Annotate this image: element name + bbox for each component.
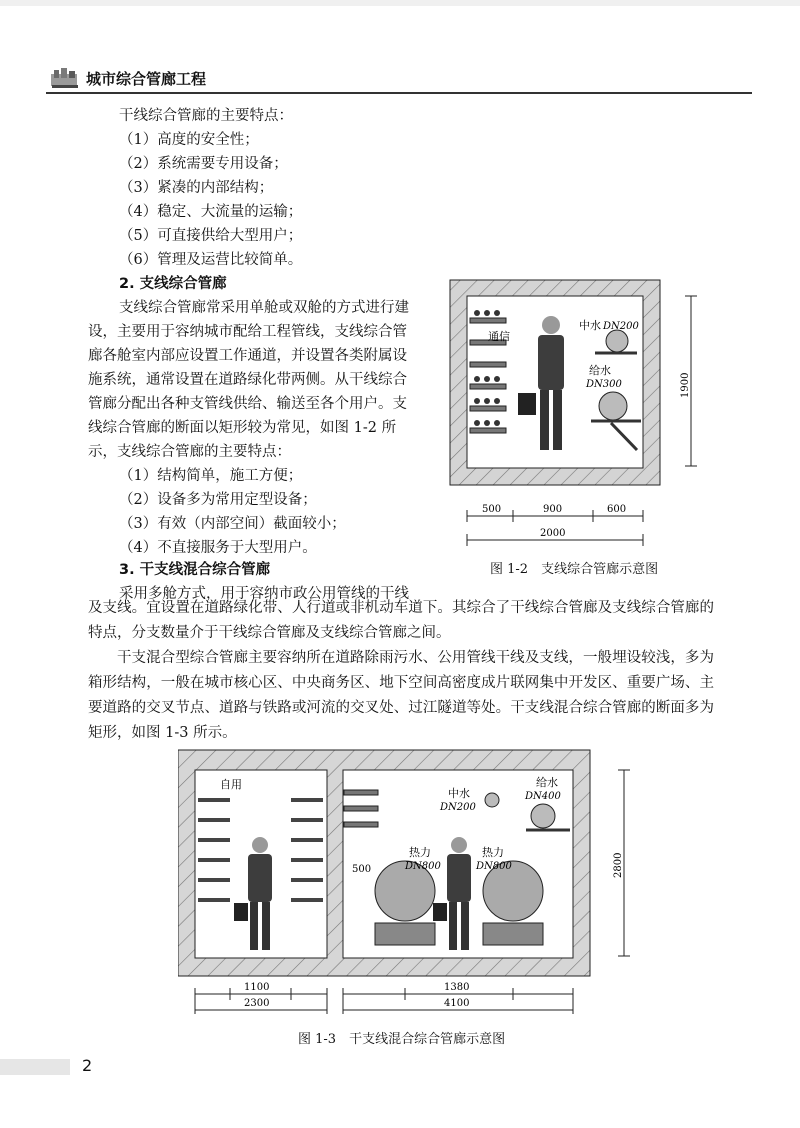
list-item: （1）结构简单，施工方便； bbox=[119, 468, 303, 484]
list-item: （4）不直接服务于大型用户。 bbox=[119, 540, 317, 556]
body-paragraph: 及支线。宜设置在道路绿化带、人行道或非机动车道下。其综合了干线综合管廊及支线综合管廊的特点，分支数量介于干线综合管廊及支线综合管廊之间。 bbox=[88, 600, 714, 641]
label-reclaimed: 中水 bbox=[579, 319, 601, 332]
list-item: （3）紧凑的内部结构； bbox=[119, 180, 274, 196]
label-comm: 通信 bbox=[488, 330, 510, 343]
label-supply: 给水 bbox=[589, 364, 611, 377]
dim-2300: 2300 bbox=[244, 998, 270, 1009]
body-line: 示，支线综合管廊的主要特点： bbox=[88, 444, 291, 460]
body-line: 廊各舱室内部应设置工作通道，并设置各类附属设 bbox=[88, 348, 407, 364]
label-supply-dn: DN400 bbox=[525, 791, 561, 802]
label-reclaimed-dn: DN200 bbox=[440, 802, 476, 813]
body-line: 施系统，通常设置在道路绿化带两侧。从干线综合 bbox=[88, 372, 407, 388]
list-item: （2）设备多为常用定型设备； bbox=[119, 492, 317, 508]
book-logo-icon bbox=[50, 66, 80, 90]
body-line: 支线综合管廊常采用单舱或双舱的方式进行建 bbox=[119, 300, 409, 316]
figure-1-2-caption: 图 1-2 支线综合管廊示意图 bbox=[490, 562, 659, 577]
label-self: 自用 bbox=[220, 778, 242, 791]
body-line: 采用多舱方式，用于容纳市政公用管线的干线 bbox=[119, 586, 409, 602]
body-line: 管廊分配出各种支管线供给、输送至各个用户。支 bbox=[88, 396, 407, 412]
list-item: （4）稳定、大流量的运输； bbox=[119, 204, 303, 220]
dim-height: 2800 bbox=[613, 852, 624, 878]
label-heat-2: 热力 bbox=[482, 846, 504, 859]
label-heat-1: 热力 bbox=[409, 846, 431, 859]
label-heat-2-dn: DN800 bbox=[476, 861, 512, 872]
dim-2000: 2000 bbox=[540, 528, 566, 539]
heat-pipe-1 bbox=[375, 861, 435, 945]
body-paragraph: 干支混合型综合管廊主要容纳所在道路除雨污水、公用管线干线及支线，一般埋设较浅，多为箱形结构，一般在城市核心区、中央商务区、地下空间高密度成片联网集中开发区、重要广场、主要道路的交叉节点、道路与铁路或河流的交叉处、过江隧道等处。干支线混合综合管廊的断面多为矩形，如图 1-3 所示。 bbox=[88, 650, 714, 741]
dim-4100: 4100 bbox=[444, 998, 470, 1009]
dim-1100: 1100 bbox=[244, 982, 270, 993]
footer-bar bbox=[0, 1059, 70, 1075]
figure-1-3-diagram bbox=[178, 748, 648, 1020]
reclaimed-water-pipe bbox=[485, 793, 499, 807]
running-header-title: 城市综合管廊工程 bbox=[86, 70, 207, 88]
body-line: 设，主要用于容纳城市配给工程管线，支线综合管 bbox=[88, 324, 407, 340]
page-number: 2 bbox=[82, 1056, 93, 1075]
section3-heading: 3. 干支线混合综合管廊 bbox=[119, 562, 271, 578]
list-item: （5）可直接供给大型用户； bbox=[119, 228, 303, 244]
list-item: （2）系统需要专用设备； bbox=[119, 156, 288, 172]
header-rule bbox=[46, 92, 752, 94]
dim-height: 1900 bbox=[680, 372, 691, 398]
label-supply: 给水 bbox=[536, 776, 558, 789]
list-item: （3）有效（内部空间）截面较小； bbox=[119, 516, 346, 532]
dim-1380: 1380 bbox=[444, 982, 470, 993]
heat-pipe-2 bbox=[483, 861, 543, 945]
list-item: （1）高度的安全性； bbox=[119, 132, 259, 148]
body-line: 线综合管廊的断面以矩形较为常见，如图 1-2 所 bbox=[88, 420, 397, 436]
label-supply-dn: DN300 bbox=[586, 379, 622, 390]
dim-600: 600 bbox=[607, 504, 627, 515]
dim-500: 500 bbox=[482, 504, 502, 515]
figure-1-3-caption: 图 1-3 干支线混合综合管廊示意图 bbox=[298, 1032, 506, 1047]
label-heat-1-dn: DN800 bbox=[405, 861, 441, 872]
label-reclaimed-dn: DN200 bbox=[603, 321, 639, 332]
section2-heading: 2. 支线综合管廊 bbox=[119, 276, 227, 292]
dim-500: 500 bbox=[352, 864, 372, 875]
top-strip bbox=[0, 0, 800, 6]
label-reclaimed: 中水 bbox=[448, 787, 470, 800]
list-item: （6）管理及运营比较简单。 bbox=[119, 252, 303, 268]
dim-900: 900 bbox=[543, 504, 563, 515]
figure-1-2-diagram bbox=[445, 278, 715, 552]
section1-intro: 干线综合管廊的主要特点： bbox=[119, 108, 293, 124]
